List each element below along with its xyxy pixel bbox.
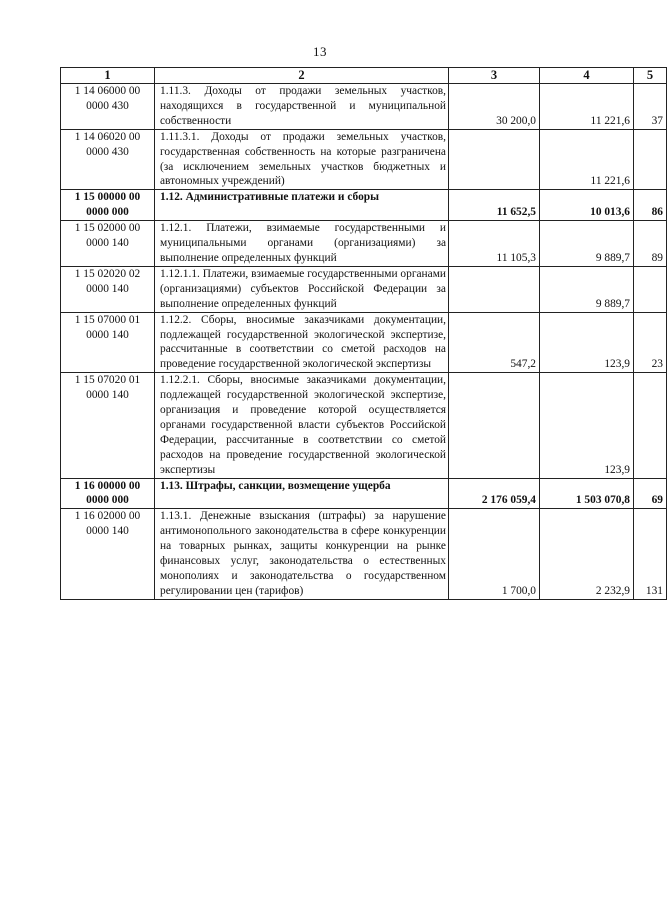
plan-value: 547,2 [449, 312, 540, 373]
table-row [61, 478, 667, 509]
actual-value: 2 232,9 [540, 509, 634, 599]
item-name: 1.13. Штрафы, санкции, возмещение ущерба [155, 478, 449, 509]
actual-value: 123,9 [540, 312, 634, 373]
percent-value [634, 266, 667, 312]
column-header: 3 [449, 68, 540, 84]
percent-value: 89 [634, 221, 667, 267]
budget-code: 1 14 06000 00 0000 430 [61, 84, 155, 130]
actual-value: 1 503 070,8 [540, 478, 634, 509]
budget-code: 1 15 07000 01 0000 140 [61, 312, 155, 373]
actual-value: 9 889,7 [540, 266, 634, 312]
percent-value: 69 [634, 478, 667, 509]
plan-value [449, 266, 540, 312]
item-name: 1.12. Административные платежи и сборы [155, 190, 449, 221]
item-name: 1.12.1.1. Платежи, взимаемые государственными органами (организациями) субъектов Российской Федерации за выполнение определенных функций [155, 266, 449, 312]
table-row [61, 373, 667, 478]
percent-value: 37 [634, 84, 667, 130]
actual-value: 9 889,7 [540, 221, 634, 267]
budget-code: 1 15 02020 02 0000 140 [61, 266, 155, 312]
header-row [61, 68, 667, 84]
table-row [61, 84, 667, 130]
table-row [61, 129, 667, 190]
item-name: 1.11.3. Доходы от продажи земельных участков, находящихся в государственной и муниципальной собственности [155, 84, 449, 130]
budget-table [60, 67, 667, 600]
item-name: 1.11.3.1. Доходы от продажи земельных участков, государственная собственность на которые разграничена (за исключением земельных участков бюджетных и автономных учреждений) [155, 129, 449, 190]
actual-value: 123,9 [540, 373, 634, 478]
item-name: 1.12.1. Платежи, взимаемые государственными и муниципальными органами (организациями) за выполнение определенных функций [155, 221, 449, 267]
column-header: 2 [155, 68, 449, 84]
percent-value [634, 373, 667, 478]
actual-value: 10 013,6 [540, 190, 634, 221]
budget-code: 1 15 02000 00 0000 140 [61, 221, 155, 267]
item-name: 1.13.1. Денежные взыскания (штрафы) за нарушение антимонопольного законодательства в сфере конкуренции на товарных рынках, защиты конкуренции на рынке финансовых услуг, законодательства о естественных монополиях и законодательства о государственном регулировании цен (тарифов) [155, 509, 449, 599]
plan-value: 2 176 059,4 [449, 478, 540, 509]
percent-value: 131 [634, 509, 667, 599]
actual-value: 11 221,6 [540, 129, 634, 190]
column-header: 5 [634, 68, 667, 84]
plan-value: 30 200,0 [449, 84, 540, 130]
budget-code: 1 16 02000 00 0000 140 [61, 509, 155, 599]
column-header: 4 [540, 68, 634, 84]
plan-value [449, 129, 540, 190]
table-row [61, 221, 667, 267]
budget-code: 1 16 00000 00 0000 000 [61, 478, 155, 509]
budget-code: 1 14 06020 00 0000 430 [61, 129, 155, 190]
table-row [61, 190, 667, 221]
plan-value: 11 105,3 [449, 221, 540, 267]
item-name: 1.12.2. Сборы, вносимые заказчиками документации, подлежащей государственной экологической экспертизе, рассчитанные в соответствии со сметой расходов на проведение государственной экологической экспертизы [155, 312, 449, 373]
percent-value [634, 129, 667, 190]
plan-value [449, 373, 540, 478]
plan-value: 1 700,0 [449, 509, 540, 599]
budget-code: 1 15 00000 00 0000 000 [61, 190, 155, 221]
plan-value: 11 652,5 [449, 190, 540, 221]
percent-value: 86 [634, 190, 667, 221]
actual-value: 11 221,6 [540, 84, 634, 130]
table-row [61, 266, 667, 312]
percent-value: 23 [634, 312, 667, 373]
table-row [61, 312, 667, 373]
budget-code: 1 15 07020 01 0000 140 [61, 373, 155, 478]
column-header: 1 [61, 68, 155, 84]
page-number: 13 [313, 44, 327, 59]
item-name: 1.12.2.1. Сборы, вносимые заказчиками документации, подлежащей государственной экологической экспертизе, организация и проведение которой осуществляется органами государственной власти субъектов Российской Федерации, рассчитанные в соответствии со сметой расходов на проведение государственной экологической экспертизы [155, 373, 449, 478]
table-row [61, 509, 667, 599]
